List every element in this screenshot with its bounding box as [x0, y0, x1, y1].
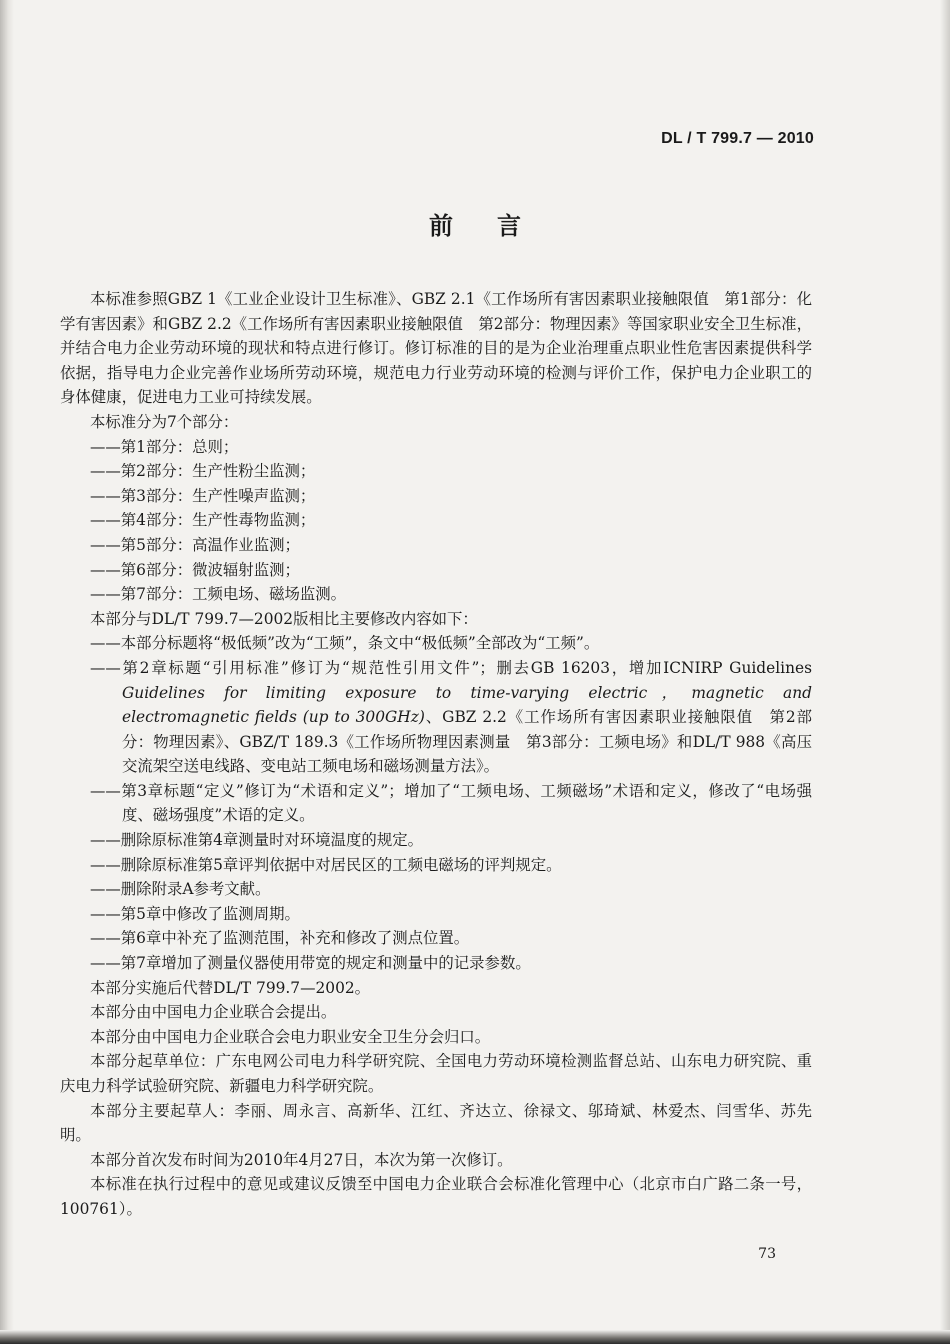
change-item — [60, 853, 812, 878]
change-text: ——删除原标准第5章评判依据中对居民区的工频电磁场的评判规定。 — [90, 855, 562, 874]
document-body — [60, 287, 812, 1222]
replaces-paragraph: 本部分实施后代替DL/T 799.7—2002。 — [90, 978, 371, 997]
managed-paragraph: 本部分由中国电力企业联合会电力职业安全卫生分会归口。 — [90, 1027, 491, 1046]
change-text: ——删除原标准第4章测量时对环境温度的规定。 — [90, 831, 423, 850]
part-item: ——第1部分：总则； — [90, 437, 239, 456]
standard-code: DL / T 799.7 — 2010 — [661, 130, 814, 147]
changes-intro: 本部分与DL/T 799.7—2002版相比主要修改内容如下： — [90, 609, 478, 628]
change-item — [60, 631, 812, 656]
parts-intro: 本标准分为7个部分： — [90, 412, 239, 431]
change-text: ——第2章标题“引用标准”修订为“规范性引用文件”；删去GB 16203，增加ICNIRP Guidelines — [90, 658, 812, 677]
change-text: ——第5章中修改了监测周期。 — [90, 904, 300, 923]
scan-shadow-bottom — [0, 1330, 950, 1344]
change-item — [60, 828, 812, 853]
part-item: ——第6部分：微波辐射监测； — [90, 560, 300, 579]
page-title: 前言 — [429, 212, 565, 240]
drafters-paragraph: 本部分主要起草人：李丽、周永言、高新华、江红、齐达立、徐禄文、邬琦斌、林爱杰、闫雪华、苏先明。 — [60, 1101, 812, 1145]
change-text: ——删除附录A参考文献。 — [90, 880, 271, 899]
intro-paragraph: 本标准参照GBZ 1《工业企业设计卫生标准》、GBZ 2.1《工作场所有害因素职业接触限值 第1部分：化学有害因素》和GBZ 2.2《工作场所有害因素职业接触限值 第2部分：物理因素》等国家职业安全卫生标准，并结合电力企业劳动环境的现状和特点进行修订。修订标准的目的是为企业治理重点职业性危害因素提供科学依据，指导电力企业完善作业场所劳动环境，规范电力行业劳动环境的检测与评价工作，保护电力企业职工的身体健康，促进电力工业可持续发展。 — [60, 290, 812, 407]
parts-list — [60, 435, 812, 607]
scan-shadow-right — [940, 0, 950, 1344]
change-item — [60, 779, 812, 828]
change-text: ——第6章中补充了监测范围，补充和修改了测点位置。 — [90, 929, 470, 948]
change-text: ——本部分标题将“极低频”改为“工频”，条文中“极低频”全部改为“工频”。 — [90, 634, 600, 653]
part-item: ——第3部分：生产性噪声监测； — [90, 486, 316, 505]
drafting-units-paragraph: 本部分起草单位：广东电网公司电力科学研究院、全国电力劳动环境检测监督总站、山东电力研究院、重庆电力科学试验研究院、新疆电力科学研究院。 — [60, 1052, 812, 1095]
part-item: ——第7部分：工频电场、磁场监测。 — [90, 585, 347, 604]
reference-title-italic: Guidelines for limiting exposure to time-varying electric，magnetic and electromagnetic fields (up to 300GHz) — [122, 683, 812, 727]
change-item — [60, 926, 812, 951]
proposed-paragraph: 本部分由中国电力企业联合会提出。 — [90, 1003, 337, 1022]
change-item — [60, 877, 812, 902]
change-text: ——第3章标题“定义”修订为“术语和定义”；增加了“工频电场、工频磁场”术语和定义，修改了“电场强度、磁场强度”术语的定义。 — [90, 781, 812, 825]
part-item: ——第5部分：高温作业监测； — [90, 535, 300, 554]
change-text-continued: 、GBZ 2.2《工作场所有害因素职业接触限值 第2部分：物理因素》、GBZ/T 189.3《工作场所物理因素测量 第3部分：工频电场》和DL/T 988《高压交流架空送电线路、变电站工频电场和磁场测量方法》。 — [122, 708, 812, 776]
feedback-paragraph: 本标准在执行过程中的意见或建议反馈至中国电力企业联合会标准化管理中心（北京市白广路二条一号，100761）。 — [60, 1175, 812, 1218]
part-item: ——第2部分：生产性粉尘监测； — [90, 462, 316, 481]
part-item: ——第4部分：生产性毒物监测； — [90, 511, 316, 530]
page-number: 73 — [758, 1246, 776, 1262]
change-item — [60, 656, 812, 779]
first-release-paragraph: 本部分首次发布时间为2010年4月27日，本次为第一次修订。 — [90, 1150, 513, 1169]
change-item — [60, 902, 812, 927]
change-text: ——第7章增加了测量仪器使用带宽的规定和测量中的记录参数。 — [90, 954, 531, 973]
scan-shadow-left — [0, 0, 14, 1344]
changes-list — [60, 631, 812, 975]
change-item — [60, 951, 812, 976]
